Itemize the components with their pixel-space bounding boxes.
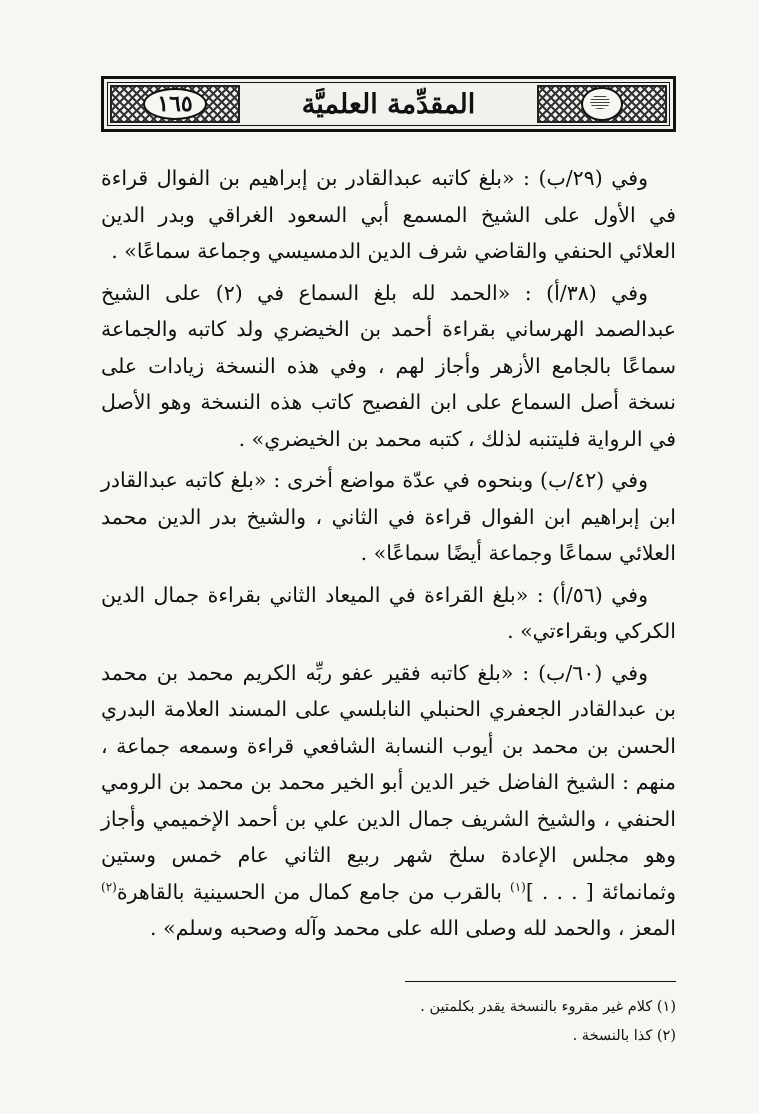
page-header	[101, 76, 676, 132]
footnotes	[101, 993, 676, 1051]
paragraph-text: وفي (٦٠/ب) : «بلغ كاتبه فقير عفو ربِّه الكريم محمد بن محمد بن عبدالقادر الجعفري الحنبلي النابلسي على المسند العلامة البدري الحسن بن محمد بن أيوب النسابة الشافعي قراءة وسمعه جماعة ، منهم : الشيخ الفاضل خير الدين أبو الخير محمد بن محمد بن الرومي الحنفي ، والشيخ الشريف جمال الدين علي بن أحمد الإخميمي وأجاز وهو مجلس الإعادة سلخ شهر ربيع الثاني عام خمس وستين وثمانمائة [ . . . ]	[101, 660, 676, 904]
paragraph-text: بالقرب من جامع كمال من الحسينية بالقاهرة	[116, 879, 510, 904]
paragraph: وفي (٣٨/أ) : «الحمد لله بلغ السماع في (٢) على الشيخ عبدالصمد الهرساني بقراءة أحمد بن الخيضري ولد كاتبه والجماعة سماعًا بالجامع الأزهر وأجاز لهم ، وفي هذه النسخة زيادات على نسخة أصل السماع على ابن الفصيح كاتب هذه النسخة وهو الأصل في الرواية فليتنبه لذلك ، كتبه محمد بن الخيضري» .	[101, 280, 676, 451]
paragraph-text: المعز ، والحمد لله وصلى الله على محمد وآله وصحبه وسلم» .	[150, 916, 676, 940]
page-title: المقدِّمة العلميَّة	[301, 88, 476, 120]
emblem-icon	[581, 87, 623, 121]
page-number: ١٦٥	[143, 88, 207, 120]
footnote: (١) كلام غير مقروء بالنسخة يقدر بكلمتين .	[420, 999, 676, 1015]
paragraph	[101, 655, 676, 947]
footnote: (٢) كذا بالنسخة .	[572, 1028, 676, 1044]
header-ornament	[537, 85, 667, 123]
paragraph: وفي (٢٩/ب) : «بلغ كاتبه عبدالقادر بن إبراهيم بن الفوال قراءة في الأول على الشيخ المسمع أبي السعود الغراقي وبدر الدين العلائي الحنفي والقاضي شرف الدين الدمسيسي وجماعة سماعًا» .	[101, 166, 676, 263]
footnote-ref: (٢)	[101, 879, 117, 894]
page-number-frame	[110, 85, 240, 123]
main-text	[101, 160, 676, 952]
footnote-ref: (١)	[510, 879, 526, 894]
footnote-divider	[405, 981, 676, 982]
paragraph: وفي (٤٢/ب) وبنحوه في عدّة مواضع أخرى : «بلغ كاتبه عبدالقادر ابن إبراهيم ابن الفوال قراءة في الثاني ، والشيخ بدر الدين محمد العلائي سماعًا وجماعة أيضًا سماعًا» .	[101, 468, 676, 565]
paragraph: وفي (٥٦/أ) : «بلغ القراءة في الميعاد الثاني بقراءة جمال الدين الكركي وبقراءتي» .	[101, 582, 676, 643]
